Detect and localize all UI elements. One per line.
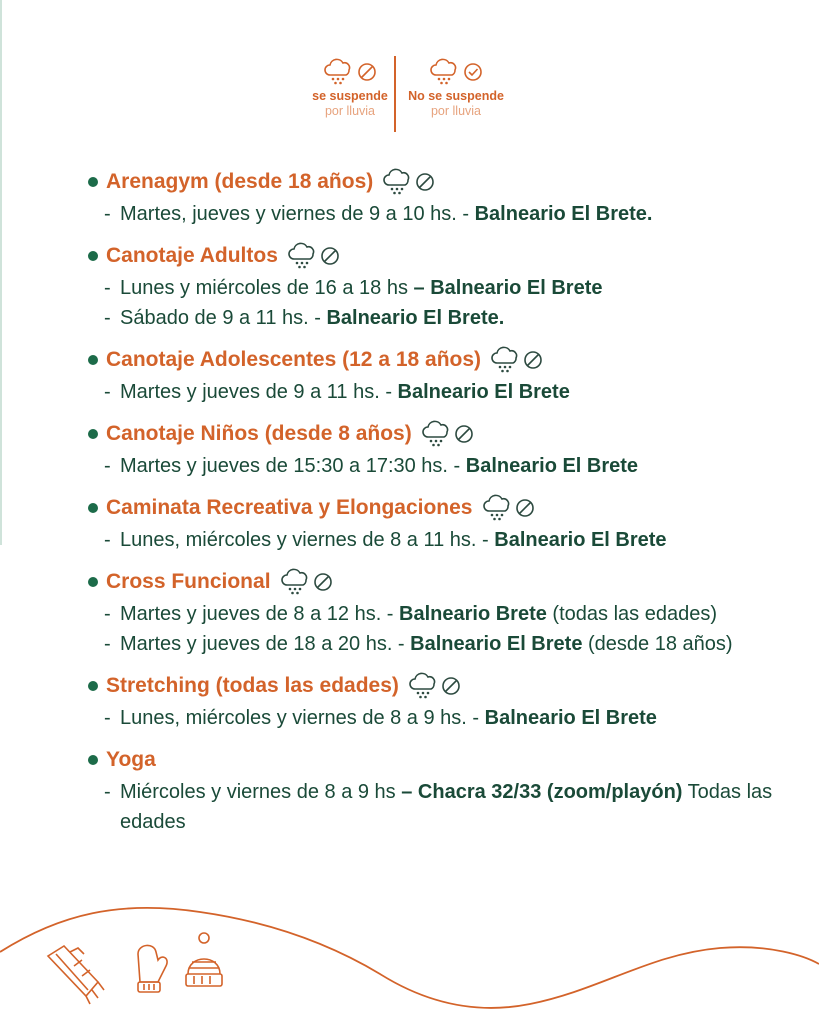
activity-item — [88, 165, 788, 229]
schedule-place: Balneario El Brete — [397, 381, 570, 403]
activity-item — [88, 743, 788, 837]
bullet-icon — [88, 429, 98, 439]
schedule-time: Lunes y miércoles de 16 a 18 hs — [120, 277, 414, 299]
prohibited-icon — [319, 245, 341, 267]
activity-item — [88, 565, 788, 659]
activity-title-row — [88, 165, 788, 199]
schedule-place: Balneario El Brete. — [474, 203, 653, 225]
schedule-line — [88, 777, 788, 837]
activity-title: Canotaje Adultos — [106, 244, 278, 267]
dash-marker: - — [104, 307, 111, 329]
legend-suspends — [300, 56, 400, 118]
activity-title: Cross Funcional — [106, 570, 271, 593]
schedule-line — [88, 303, 788, 333]
schedule-time: Sábado de 9 a 11 hs. - — [120, 307, 327, 329]
schedule-note: Todas las edades — [120, 781, 773, 833]
rain-cloud-icon — [428, 58, 460, 86]
schedule-time: Martes y jueves de 8 a 12 hs. - — [120, 603, 400, 625]
legend-not-suspends-sub: por lluvia — [430, 104, 482, 118]
schedule-line — [88, 451, 788, 481]
schedule-line — [88, 525, 788, 555]
schedule-text — [120, 777, 788, 837]
schedule-text — [120, 599, 788, 629]
schedule-place: Balneario El Brete. — [326, 307, 505, 329]
rain-suspends-indicator — [279, 568, 334, 596]
activity-title-row — [88, 491, 788, 525]
prohibited-icon — [453, 423, 475, 445]
activity-title: Stretching (todas las edades) — [106, 674, 399, 697]
schedule-text — [120, 199, 788, 229]
dash-marker: - — [104, 781, 111, 803]
rain-cloud-icon — [286, 242, 318, 270]
dash-marker: - — [104, 529, 111, 551]
activity-title-row — [88, 669, 788, 703]
schedule-place: Balneario El Brete — [410, 633, 583, 655]
dash-marker: - — [104, 707, 111, 729]
rain-cloud-icon — [322, 58, 354, 86]
rain-cloud-icon — [381, 168, 413, 196]
activity-title: Caminata Recreativa y Elongaciones — [106, 496, 473, 519]
beanie-icon — [186, 933, 222, 986]
rain-cloud-icon — [407, 672, 439, 700]
bullet-icon — [88, 755, 98, 765]
check-circle-icon — [462, 61, 484, 83]
dash-marker: - — [104, 203, 111, 225]
rain-cloud-icon — [481, 494, 513, 522]
rain-suspends-indicator — [381, 168, 436, 196]
schedule-line — [88, 629, 788, 659]
schedule-place: Balneario El Brete — [494, 529, 667, 551]
schedule-time: Martes, jueves y viernes de 9 a 10 hs. - — [120, 203, 475, 225]
activity-item — [88, 239, 788, 333]
schedule-text — [120, 303, 788, 333]
schedule-line — [88, 377, 788, 407]
legend-divider — [394, 56, 396, 132]
schedule-time: Lunes, miércoles y viernes de 8 a 9 hs. - — [120, 707, 485, 729]
activity-item — [88, 417, 788, 481]
scarf-icon — [48, 946, 104, 1004]
activity-item — [88, 491, 788, 555]
prohibited-icon — [356, 61, 378, 83]
legend-not-suspends — [406, 56, 506, 118]
activity-title: Canotaje Adolescentes (12 a 18 años) — [106, 348, 482, 371]
bullet-icon — [88, 177, 98, 187]
mitten-icon — [138, 945, 167, 992]
rain-legend — [300, 56, 520, 132]
dash-marker: - — [104, 455, 111, 477]
bullet-icon — [88, 503, 98, 513]
prohibited-icon — [414, 171, 436, 193]
activity-title: Yoga — [106, 748, 156, 771]
rain-suspends-indicator — [489, 346, 544, 374]
schedule-time: Miércoles y viernes de 8 a 9 hs — [120, 781, 402, 803]
schedule-text — [120, 525, 788, 555]
prohibited-icon — [440, 675, 462, 697]
activity-title-row — [88, 239, 788, 273]
dash-marker: - — [104, 381, 111, 403]
bullet-icon — [88, 681, 98, 691]
schedule-text — [120, 377, 788, 407]
rain-cloud-icon — [279, 568, 311, 596]
schedule-note: (desde 18 años) — [582, 633, 733, 655]
prohibited-icon — [312, 571, 334, 593]
schedule-line — [88, 199, 788, 229]
activity-title-row — [88, 565, 788, 599]
prohibited-icon — [514, 497, 536, 519]
schedule-place: Balneario Brete — [399, 603, 547, 625]
prohibited-icon — [522, 349, 544, 371]
winter-decoration — [0, 904, 819, 1024]
legend-suspends-label: se suspende — [312, 89, 388, 103]
schedule-place: Balneario El Brete — [465, 455, 639, 477]
schedule-text — [120, 629, 788, 659]
left-edge-line — [0, 0, 2, 545]
activity-title-row — [88, 417, 788, 451]
activity-schedule — [88, 165, 788, 847]
schedule-text — [120, 273, 788, 303]
rain-suspends-indicator — [286, 242, 341, 270]
schedule-time: Lunes, miércoles y viernes de 8 a 11 hs. - — [120, 529, 495, 551]
dash-marker: - — [104, 603, 111, 625]
activity-title-row — [88, 343, 788, 377]
schedule-line — [88, 703, 788, 733]
schedule-line — [88, 599, 788, 629]
activity-title: Canotaje Niños (desde 8 años) — [106, 422, 412, 445]
rain-suspends-indicator — [481, 494, 536, 522]
schedule-place: – Balneario El Brete — [413, 277, 603, 299]
legend-suspends-sub: por lluvia — [324, 104, 376, 118]
dash-marker: - — [104, 633, 111, 655]
schedule-place: – Chacra 32/33 (zoom/playón) — [401, 781, 683, 803]
dash-marker: - — [104, 277, 111, 299]
schedule-place: Balneario El Brete — [484, 707, 657, 729]
schedule-text — [120, 703, 788, 733]
activity-title: Arenagym (desde 18 años) — [106, 170, 374, 193]
schedule-time: Martes y jueves de 15:30 a 17:30 hs. - — [120, 455, 466, 477]
activity-title-row — [88, 743, 788, 777]
bullet-icon — [88, 577, 98, 587]
schedule-text — [120, 451, 788, 481]
schedule-note: (todas las edades) — [546, 603, 717, 625]
activity-item — [88, 669, 788, 733]
rain-suspends-indicator — [407, 672, 462, 700]
bullet-icon — [88, 251, 98, 261]
schedule-time: Martes y jueves de 9 a 11 hs. - — [120, 381, 398, 403]
activity-item — [88, 343, 788, 407]
bullet-icon — [88, 355, 98, 365]
schedule-line — [88, 273, 788, 303]
rain-cloud-icon — [489, 346, 521, 374]
rain-suspends-indicator — [420, 420, 475, 448]
rain-cloud-icon — [420, 420, 452, 448]
schedule-time: Martes y jueves de 18 a 20 hs. - — [120, 633, 411, 655]
legend-not-suspends-label: No se suspende — [408, 89, 504, 103]
